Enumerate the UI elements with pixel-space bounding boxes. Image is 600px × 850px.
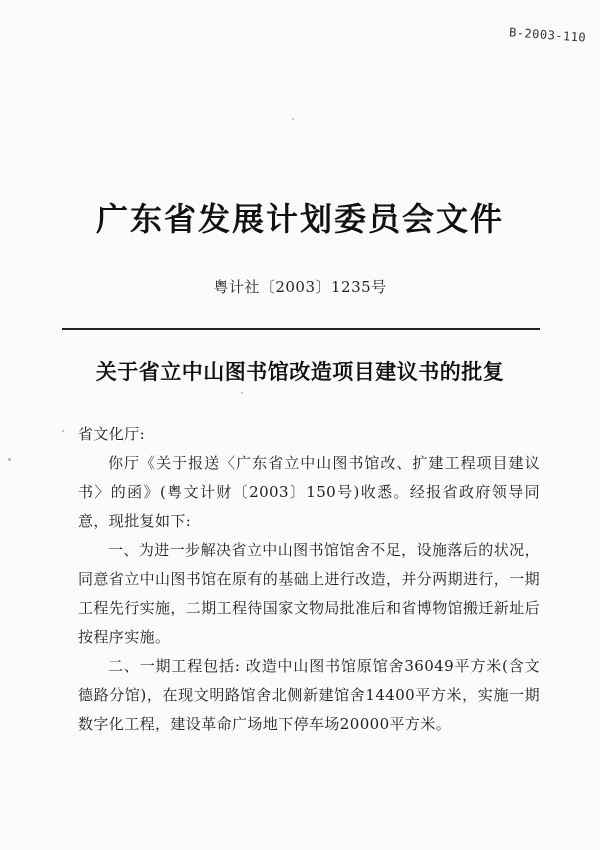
salutation: 省文化厅: [78, 425, 146, 443]
scan-speck [292, 118, 294, 120]
document-header-title: 广东省发展计划委员会文件 [95, 200, 504, 238]
scan-speck [8, 458, 11, 461]
body-paragraph: 一、为进一步解决省立中山图书馆馆舍不足，设施落后的状况，同意省立中山图书馆在原有的基础上进行改造，并分两期进行，一期工程先行实施，二期工程待国家文物局批准后和省博物馆搬迁新址后按程序实施。 [78, 541, 541, 646]
body-paragraph: 你厅《关于报送〈广东省立中山图书馆改、扩建工程项目建议书〉的函》(粤文计财〔2003〕150号)收悉。经报省政府领导同意，现批复如下: [78, 454, 540, 530]
scan-speck [62, 430, 64, 432]
handwritten-reference: B-2003-110 [508, 25, 587, 45]
body-paragraph: 二、一期工程包括: 改造中山图书馆原馆舍36049平方米(含文德路分馆)，在现文明路馆舍北侧新建馆舍14400平方米，实施一期数字化工程，建设革命广场地下停车场20000平方米。 [78, 657, 540, 733]
reply-title: 关于省立中山图书馆改造项目建议书的批复 [95, 359, 505, 384]
scan-speck [241, 392, 243, 394]
document-body [78, 420, 540, 739]
header-divider-line [62, 328, 540, 330]
document-number: 粤计社〔2003〕1235号 [213, 278, 387, 296]
